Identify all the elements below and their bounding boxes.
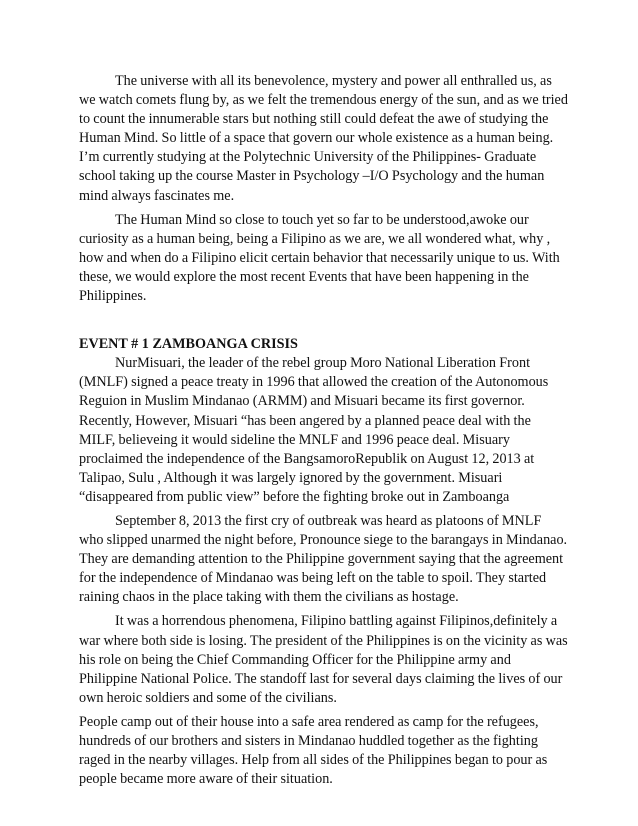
event-heading: EVENT # 1 ZAMBOANGA CRISIS [79, 336, 298, 353]
event-paragraph-1: NurMisuari, the leader of the rebel group Moro National Liberation Front (MNLF) signed a peace treaty in 1996 that allowed the creation of the Autonomous Reguion in Muslim Mindanao (ARMM) and Misuari became its first governor. Recently, However, Misuari “has been angered by a planned peace deal with the MILF, believeing it would sideline the MNLF and 1996 peace deal. Misuary proclaimed the independence of the BangsamoroRepublik on August 12, 2013 at Talipao, Sulu , Although it was largely ignored by the government. Misuari “disappeared from public view” before the fighting broke out in Zamboanga [79, 355, 549, 505]
intro-paragraph-2: The Human Mind so close to touch yet so far to be understood,awoke our curiosity as a human being, being a Filipino as we are, we all wondered what, why , how and when do a Filipino elicit certain behavior that necessarily unique to us. With these, we would explore the most recent Events that have been happening in the Philippines. [79, 211, 560, 305]
event-paragraph-2: September 8, 2013 the first cry of outbreak was heard as platoons of MNLF who slipped unarmed the night before, Pronounce siege to the barangays in Mindanao. They are demanding attention to the Philippine government saying that the agreement for the independence of Mindanao was being left on the table to spoil. They started raining chaos in the place taking with them the civilians as hostage. [79, 512, 568, 606]
event-paragraph-3: It was a horrendous phenomena, Filipino battling against Filipinos,definitely a war where both side is losing. The president of the Philippines is on the vicinity as was his role on being the Chief Commanding Officer for the Philippine army and Philippine National Police. The standoff last for several days claiming the lives of our own heroic soldiers and some of the civilians. [79, 613, 568, 706]
event-paragraph-4: People camp out of their house into a safe area rendered as camp for the refugees, hundreds of our brothers and sisters in Mindanao huddled together as the fighting raged in the nearby villages. Help from all sides of the Philippines began to pour as people became more aware of their situation. [79, 713, 548, 788]
intro-paragraph-1: The universe with all its benevolence, mystery and power all enthralled us, as we watch comets flung by, as we felt the tremendous energy of the sun, and as we tried to count the innumerable stars but nothing still could defeat the awe of studying the Human Mind. So little of a space that govern our whole existence as a human being. I’m currently studying at the Polytechnic University of the Philippines- Graduate school taking up the course Master in Psychology –I/O Psychology and the human mind always fascinates me. [79, 73, 568, 204]
document-page [79, 72, 569, 789]
